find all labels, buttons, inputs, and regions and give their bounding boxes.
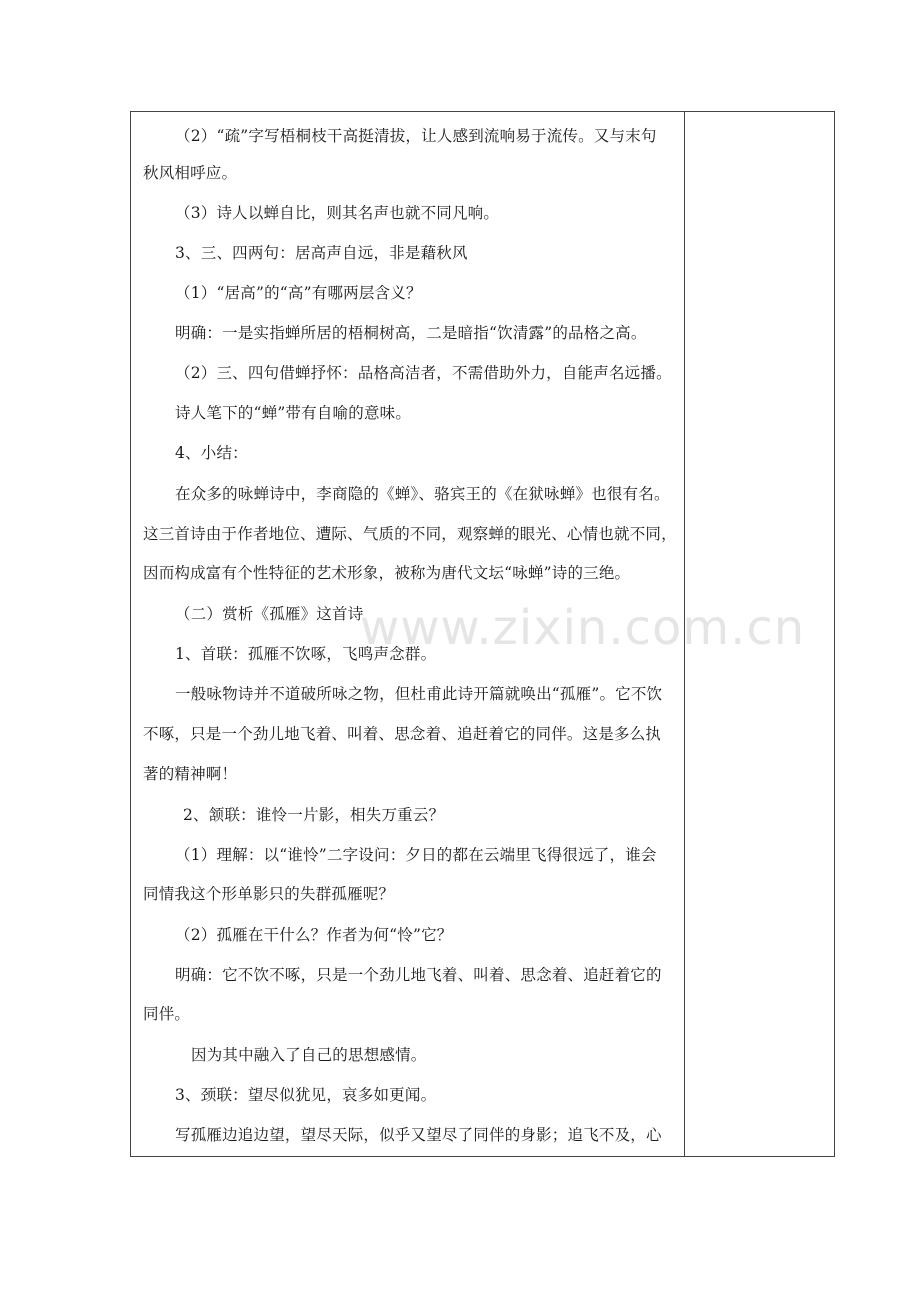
text-line: （1）“居高”的“高”有哪两层含义？ <box>175 284 422 302</box>
text-line: 一般咏物诗并不道破所咏之物，但杜甫此诗开篇就唤出“孤雁”。它不饮 <box>175 685 663 703</box>
text-line: 因而构成富有个性特征的艺术形象，被称为唐代文坛“咏蝉”诗的三绝。 <box>143 564 631 582</box>
text-line: 写孤雁边追边望，望尽天际，似乎又望尽了同伴的身影；追飞不及，心 <box>175 1126 662 1144</box>
text-line: 明确：一是实指蝉所居的梧桐树高，二是暗指“饮清露”的品格之高。 <box>175 324 647 342</box>
text-line: （2）三、四句借蝉抒怀：品格高洁者，不需借助外力，自能声名远播。 <box>175 364 672 382</box>
text-line: （2）孤雁在干什么？作者为何“怜”它？ <box>175 926 453 944</box>
text-line: （3）诗人以蝉自比，则其名声也就不同凡响。 <box>175 204 500 222</box>
text-line: 同情我这个形单影只的失群孤雁呢？ <box>143 885 395 903</box>
text-line: （1）理解：以“谁怜”二字设问：夕日的都在云端里飞得很远了，谁会 <box>175 846 657 864</box>
text-line: 2、颔联：谁怜一片影，相失万重云？ <box>183 806 445 824</box>
text-line: 1、首联：孤雁不饮啄，飞鸣声念群。 <box>175 645 437 663</box>
text-line: 4、小结： <box>175 444 248 462</box>
text-line: 秋风相呼应。 <box>143 164 238 182</box>
text-line: 在众多的咏蝉诗中，李商隐的《蝉》、骆宾王的《在狱咏蝉》也很有名。 <box>175 485 670 503</box>
text-line: （二）赏析《孤雁》这首诗 <box>175 605 364 623</box>
text-line: 著的精神啊！ <box>143 765 238 783</box>
text-line: 诗人笔下的“蝉”带有自喻的意味。 <box>175 404 412 422</box>
text-line: 3、三、四两句：居高声自远，非是藉秋风 <box>175 244 468 262</box>
text-line: 这三首诗由于作者地位、遭际、气质的不同，观察蝉的眼光、心情也就不同， <box>143 525 677 543</box>
text-line: （2）“疏”字写梧桐枝干高挺清拔，让人感到流响易于流传。又与末句 <box>175 127 657 145</box>
watermark: www.zixin.com.cn <box>360 600 806 656</box>
text-line: 同伴。 <box>143 1005 191 1023</box>
text-line: 明确：它不饮不啄，只是一个劲儿地飞着、叫着、思念着、追赶着它的 <box>175 966 662 984</box>
text-line: 因为其中融入了自己的思想感情。 <box>191 1046 427 1064</box>
text-line: 不啄，只是一个劲儿地飞着、叫着、思念着、追赶着它的同伴。这是多么执 <box>143 725 662 743</box>
text-line: 3、颈联：望尽似犹见，哀多如更闻。 <box>175 1086 437 1104</box>
